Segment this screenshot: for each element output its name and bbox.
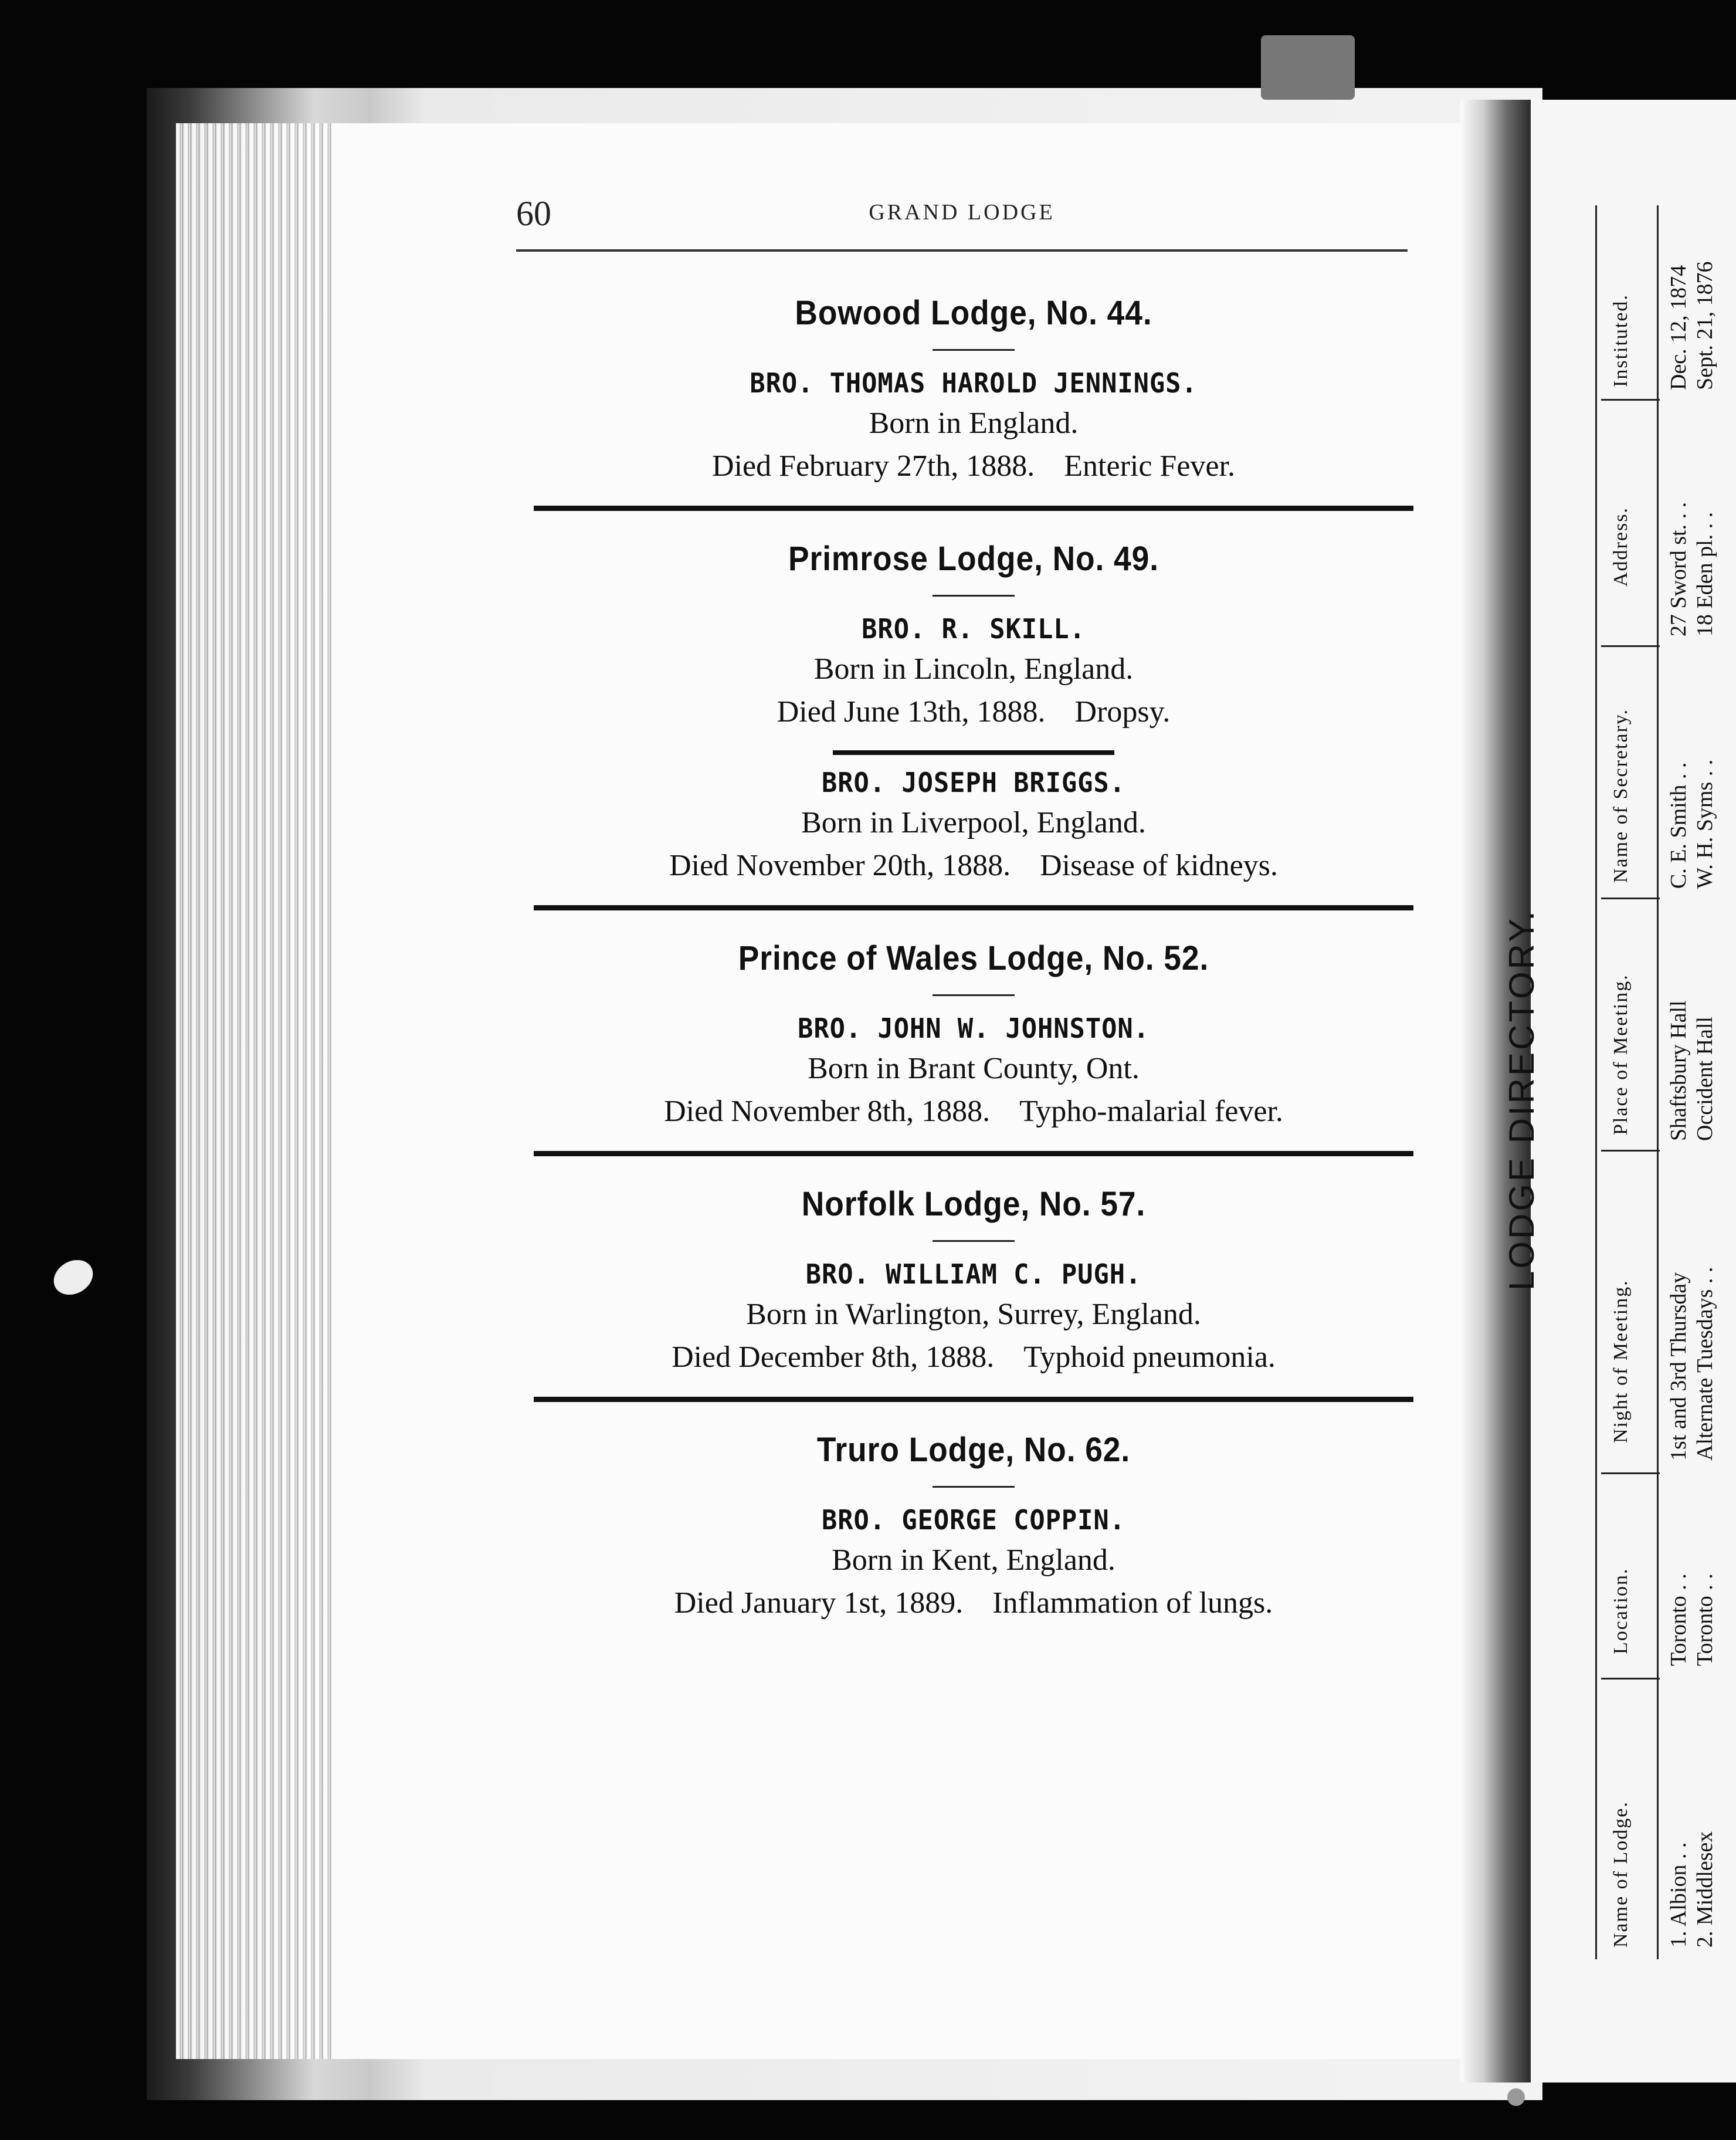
directory-cell-secretary: C. E. Smith . . bbox=[1666, 762, 1691, 889]
page-number: 60 bbox=[516, 194, 551, 233]
header-rule bbox=[516, 249, 1408, 252]
scan-speck bbox=[1261, 35, 1355, 100]
death-date: Died December 8th, 1888. bbox=[672, 1340, 995, 1374]
directory-cell-night: Alternate Tuesdays . . bbox=[1693, 1267, 1717, 1461]
member-birthplace: Born in England. bbox=[869, 407, 1079, 440]
death-cause: Inflammation of lungs. bbox=[992, 1586, 1273, 1620]
column-header-night: Night of Meeting. bbox=[1610, 1279, 1632, 1443]
directory-cell-location: Toronto . . bbox=[1693, 1573, 1717, 1666]
member-death bbox=[516, 1094, 1431, 1129]
short-rule bbox=[933, 1240, 1015, 1242]
column-separator bbox=[1601, 1150, 1660, 1152]
directory-cell-secretary: W. H. Syms . . bbox=[1693, 759, 1717, 889]
death-cause: Typho-malarial fever. bbox=[1019, 1095, 1283, 1128]
column-header-name: Name of Lodge. bbox=[1610, 1801, 1632, 1948]
directory-cell-address: 27 Sword st. . . bbox=[1666, 502, 1691, 636]
section-rule bbox=[534, 1151, 1413, 1156]
member-birthplace: Born in Warlington, Surrey, England. bbox=[746, 1298, 1201, 1331]
page-edges bbox=[176, 123, 340, 2059]
obituary-list bbox=[516, 276, 1431, 1620]
member-death bbox=[516, 848, 1431, 883]
directory-title: LODGE DIRECTORY. bbox=[1502, 909, 1541, 1291]
lodge-title: Norfolk Lodge, No. 57. bbox=[801, 1185, 1146, 1223]
death-cause: Typhoid pneumonia. bbox=[1023, 1340, 1276, 1374]
page-header bbox=[516, 194, 1408, 235]
short-rule bbox=[933, 1486, 1015, 1488]
column-separator bbox=[1601, 399, 1660, 401]
death-date: Died February 27th, 1888. bbox=[712, 449, 1035, 483]
column-header-secretary: Name of Secretary. bbox=[1610, 708, 1632, 883]
lodge-section-norfolk bbox=[516, 1184, 1431, 1402]
lodge-title: Primrose Lodge, No. 49. bbox=[788, 540, 1159, 578]
section-rule bbox=[534, 905, 1413, 910]
directory-frame-rule bbox=[1595, 205, 1597, 1959]
lodge-section-primrose bbox=[516, 539, 1431, 910]
directory-cell-name: 2. Middlesex bbox=[1693, 1831, 1717, 1948]
directory-cell-location: Toronto . . bbox=[1666, 1573, 1691, 1666]
member-divider bbox=[833, 750, 1114, 755]
death-date: Died November 20th, 1888. bbox=[669, 849, 1011, 882]
column-header-place: Place of Meeting. bbox=[1610, 974, 1632, 1135]
death-date: Died June 13th, 1888. bbox=[777, 695, 1046, 729]
member-name: BRO. WILLIAM C. PUGH. bbox=[805, 1258, 1142, 1290]
directory-cell-address: 18 Eden pl. . . bbox=[1693, 512, 1717, 636]
death-date: Died January 1st, 1889. bbox=[674, 1586, 964, 1620]
member-name: BRO. JOHN W. JOHNSTON. bbox=[798, 1013, 1150, 1044]
directory-cell-night: 1st and 3rd Thursday bbox=[1666, 1272, 1691, 1461]
death-cause: Dropsy. bbox=[1074, 695, 1171, 729]
member-death bbox=[516, 1340, 1431, 1374]
member-name: BRO. GEORGE COPPIN. bbox=[822, 1504, 1125, 1536]
running-head: GRAND LODGE bbox=[869, 200, 1055, 225]
member-name: BRO. JOSEPH BRIGGS. bbox=[822, 767, 1125, 798]
column-separator bbox=[1601, 1678, 1660, 1680]
lodge-section-bowood bbox=[516, 293, 1431, 511]
member-name: BRO. R. SKILL. bbox=[862, 613, 1086, 645]
member-death bbox=[516, 449, 1431, 483]
lodge-section-truro bbox=[516, 1430, 1431, 1620]
section-rule bbox=[534, 506, 1413, 511]
member-birthplace: Born in Brant County, Ont. bbox=[808, 1052, 1140, 1085]
member-birthplace: Born in Lincoln, England. bbox=[813, 652, 1134, 686]
member-birthplace: Born in Liverpool, England. bbox=[801, 806, 1146, 839]
short-rule bbox=[933, 349, 1015, 351]
member-birthplace: Born in Kent, England. bbox=[832, 1543, 1115, 1577]
lodge-section-prince-of-wales bbox=[516, 939, 1431, 1156]
death-date: Died November 8th, 1888. bbox=[664, 1095, 991, 1128]
death-cause: Disease of kidneys. bbox=[1040, 849, 1278, 882]
column-separator bbox=[1601, 898, 1660, 899]
section-rule bbox=[534, 1397, 1413, 1402]
member-death bbox=[516, 695, 1431, 729]
short-rule bbox=[933, 994, 1015, 996]
directory-cell-place: Occident Hall bbox=[1693, 1016, 1717, 1141]
column-header-instituted: Instituted. bbox=[1610, 294, 1632, 387]
directory-cell-name: 1. Albion . . bbox=[1666, 1842, 1691, 1948]
lodge-title: Bowood Lodge, No. 44. bbox=[795, 294, 1152, 332]
directory-cell-instituted: Sept. 21, 1876 bbox=[1693, 261, 1717, 390]
column-header-location: Location. bbox=[1610, 1567, 1632, 1654]
member-death bbox=[516, 1586, 1431, 1620]
directory-cell-instituted: Dec. 12, 1874 bbox=[1666, 265, 1691, 390]
member-name: BRO. THOMAS HAROLD JENNINGS. bbox=[750, 367, 1198, 399]
scan-speck bbox=[48, 1253, 99, 1302]
directory-cell-place: Shaftsbury Hall bbox=[1666, 1000, 1691, 1141]
lodge-title: Truro Lodge, No. 62. bbox=[816, 1431, 1131, 1469]
scan-speck bbox=[1507, 2088, 1525, 2106]
directory-header-rule bbox=[1657, 205, 1659, 1959]
column-separator bbox=[1601, 645, 1660, 647]
lodge-title: Prince of Wales Lodge, No. 52. bbox=[738, 939, 1209, 977]
column-header-address: Address. bbox=[1610, 507, 1632, 587]
death-cause: Enteric Fever. bbox=[1064, 449, 1235, 483]
short-rule bbox=[933, 595, 1015, 597]
column-separator bbox=[1601, 1472, 1660, 1474]
